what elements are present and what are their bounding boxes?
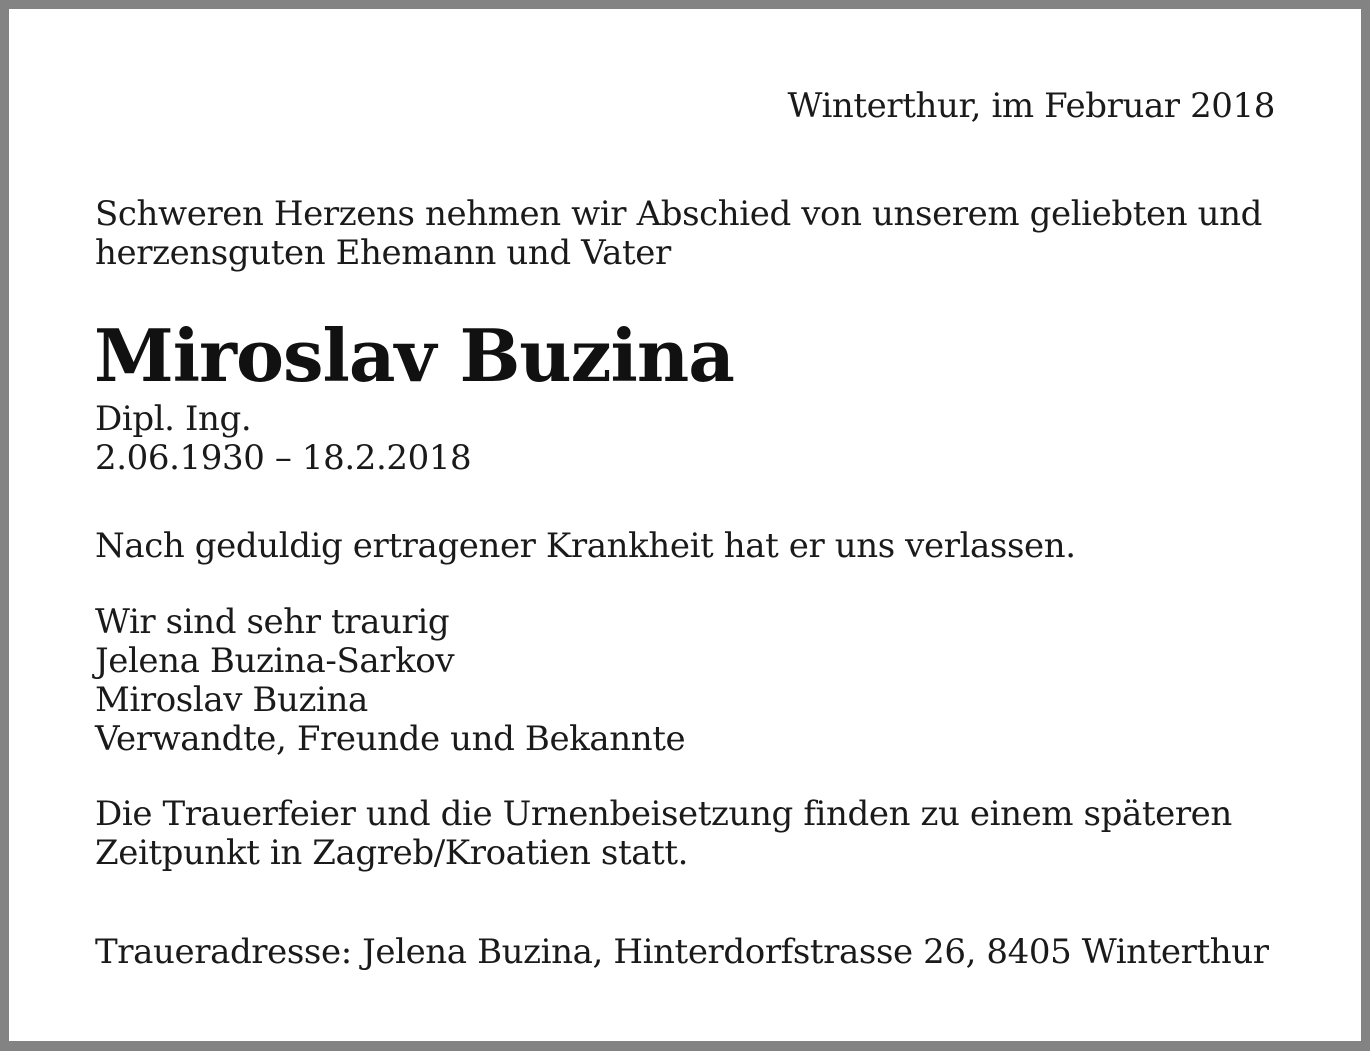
place-date: Winterthur, im Februar 2018 (787, 86, 1275, 126)
intro-paragraph (95, 195, 1262, 273)
illness-statement: Nach geduldig ertragener Krankheit hat er uns verlassen. (95, 526, 1076, 566)
mourner-line: Wir sind sehr traurig (95, 602, 450, 642)
mourning-address: Traueradresse: Jelena Buzina, Hinterdorfstrasse 26, 8405 Winterthur (95, 932, 1269, 972)
deceased-name: Miroslav Buzina (94, 313, 734, 398)
mourner-line: Jelena Buzina-Sarkov (95, 641, 455, 681)
intro-line: herzensguten Ehemann und Vater (95, 233, 671, 273)
intro-line: Schweren Herzens nehmen wir Abschied von unserem geliebten und (95, 194, 1262, 234)
mourners-list (95, 603, 685, 759)
mourner-line: Miroslav Buzina (95, 680, 368, 720)
academic-title: Dipl. Ing. (95, 399, 252, 439)
obituary-notice (9, 9, 1361, 1041)
ceremony-line: Die Trauerfeier und die Urnenbeisetzung finden zu einem späteren (95, 794, 1232, 834)
ceremony-line: Zeitpunkt in Zagreb/Kroatien statt. (95, 833, 689, 873)
ceremony-info (95, 795, 1232, 873)
mourner-line: Verwandte, Freunde und Bekannte (95, 719, 686, 759)
life-dates: 2.06.1930 – 18.2.2018 (95, 438, 472, 478)
